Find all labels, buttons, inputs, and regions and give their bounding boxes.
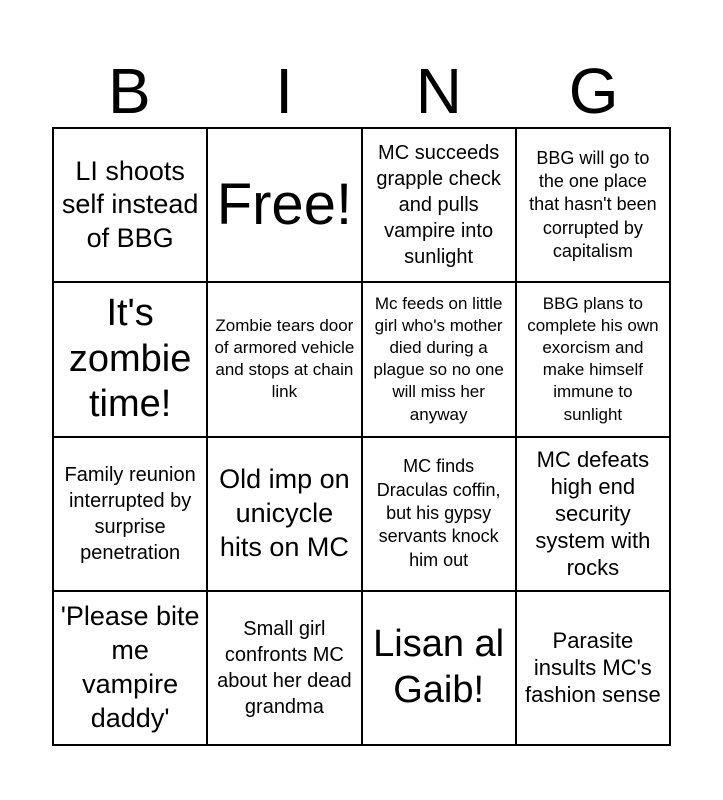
cell-text: Family reunion interrupted by surprise penetration	[64, 463, 196, 564]
cell-text: Small girl confronts MC about her dead grandma	[217, 617, 352, 718]
cell-text: Free!	[216, 172, 353, 238]
header-letter-g: G	[568, 55, 619, 127]
cell-text: Parasite insults MC's fashion sense	[524, 628, 661, 708]
bingo-cell[interactable]	[517, 592, 671, 746]
header-letter-i: I	[275, 55, 294, 127]
cell-text: LI shoots self instead of BBG	[61, 155, 199, 253]
bingo-cell[interactable]	[517, 129, 671, 283]
cell-text: MC finds Draculas coffin, but his gypsy servants knock him out	[376, 456, 501, 570]
bingo-cell[interactable]	[363, 129, 517, 283]
cell-text: BBG will go to the one place that hasn't been corrupted by capitalism	[529, 147, 657, 262]
bingo-cell[interactable]	[208, 592, 362, 746]
bingo-cell[interactable]	[54, 592, 208, 746]
bingo-cell[interactable]	[54, 129, 208, 283]
cell-text: MC defeats high end security system with rocks	[535, 447, 651, 581]
bingo-cell[interactable]	[208, 438, 362, 592]
bingo-cell[interactable]	[54, 438, 208, 592]
bingo-cell[interactable]	[54, 283, 208, 437]
header-letter-n: N	[415, 55, 462, 127]
bingo-cell[interactable]	[517, 283, 671, 437]
cell-text: BBG plans to complete his own exorcism and make himself immune to sunlight	[527, 294, 659, 424]
bingo-cell[interactable]	[363, 283, 517, 437]
cell-text: MC succeeds grapple check and pulls vampire into sunlight	[376, 142, 501, 269]
cell-text: Mc feeds on little girl who's mother died during a plague so no one will miss her anyway	[373, 294, 504, 424]
cell-text: It's zombie time!	[68, 291, 192, 426]
bingo-cell[interactable]	[363, 438, 517, 592]
cell-text: Zombie tears door of armored vehicle and stops at chain link	[214, 316, 355, 402]
header-letter-b: B	[108, 55, 151, 127]
bingo-cell[interactable]	[517, 438, 671, 592]
bingo-cell[interactable]	[363, 592, 517, 746]
free-space-cell[interactable]	[208, 129, 362, 283]
bingo-header	[52, 55, 671, 127]
bingo-grid	[52, 127, 671, 746]
cell-text: Old imp on unicycle hits on MC	[219, 464, 350, 562]
bingo-cell[interactable]	[208, 283, 362, 437]
cell-text: Lisan al Gaib!	[373, 623, 505, 711]
cell-text: 'Please bite me vampire daddy'	[60, 601, 200, 733]
